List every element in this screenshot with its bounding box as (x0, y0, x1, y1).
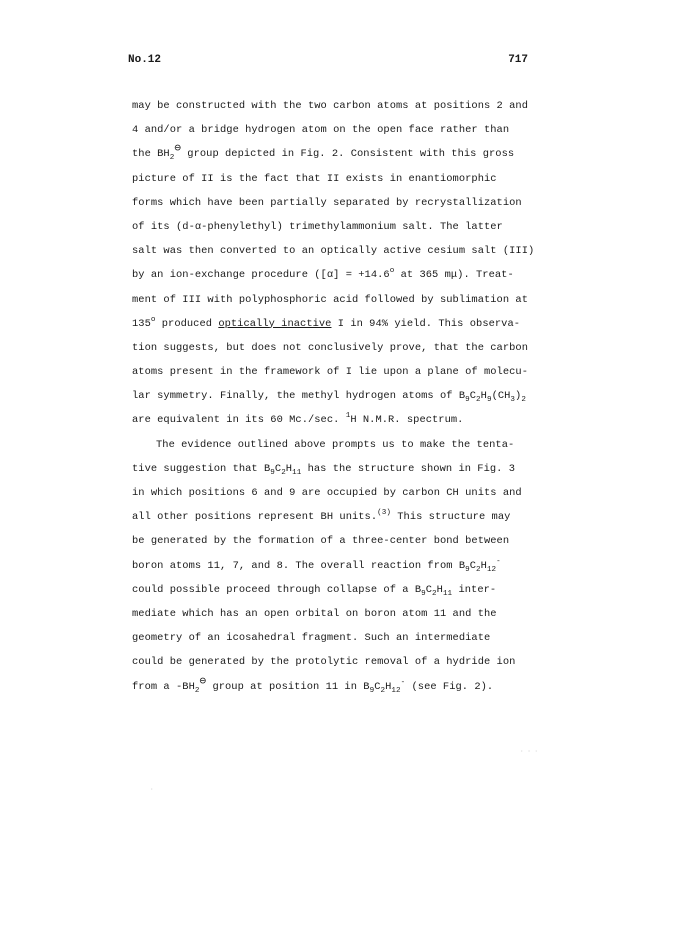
text-line: could possible proceed through collapse of a $B_9C_2H_{11}$ inter- (132, 583, 497, 598)
text-line: mediate which has an open orbital on boron atom 11 and the (132, 607, 497, 620)
page-header (128, 54, 540, 70)
text-line: may be constructed with the two carbon atoms at positions 2 and (132, 100, 528, 112)
text-line: could be generated by the protolytic removal of a hydride ion (132, 656, 516, 669)
text-line: picture of II is the fact that II exists in enantiomorphic (132, 172, 497, 185)
text-line: the $BH_2⊖$ group depicted in Fig. 2. Consistent with this gross (132, 143, 515, 163)
text-line: The evidence outlined above prompts us to make the tenta- (156, 438, 515, 451)
text-line: 135$^o$ produced optically inactive I in 94% yield. This observa- (132, 315, 521, 330)
text-line: geometry of an icosahedral fragment. Such an intermediate (132, 632, 491, 645)
text-line: in which positions 6 and 9 are occupied by carbon CH units and (132, 487, 522, 499)
text-line: lar symmetry. Finally, the methyl hydrogen atoms of $B_9C_2H_9(CH_3)_2$ (132, 390, 526, 405)
page-number: 717 (508, 54, 528, 66)
text-line: boron atoms 11, 7, and 8. The overall reaction from $B_9C_2H_{12}^-$ (132, 557, 501, 574)
text-line: are equivalent in its 60 Mc./sec. $^1$H N.M.R. spectrum. (132, 412, 464, 427)
scan-speck: · (150, 786, 154, 793)
text-line: ment of III with polyphosphoric acid followed by sublimation at (132, 293, 528, 306)
text-line: from a $-BH_2⊖$ group at position 11 in $B_9C_2H_{12}^-$ (see Fig. 2). (132, 675, 494, 695)
text-line: by an ion-exchange procedure ($[\alpha] = +14.6^o$ at 365 mμ). Treat- (132, 267, 514, 282)
scan-speck: · · · (520, 748, 539, 755)
journal-issue: No.12 (128, 54, 162, 66)
text-line: forms which have been partially separated by recrystallization (132, 196, 522, 209)
text-line: of its (d-α-phenylethyl) trimethylammonium salt. The latter (132, 220, 503, 233)
text-line: salt was then converted to an optically active cesium salt (III) (132, 245, 535, 258)
text-line: tion suggests, but does not conclusively prove, that the carbon (132, 341, 528, 354)
body-text (132, 96, 548, 701)
text-line: all other positions represent BH units.$^{(3)}$ This structure may (132, 509, 511, 524)
text-line: be generated by the formation of a three-center bond between (132, 535, 510, 548)
text-line: tive suggestion that $B_9C_2H_{11}$ has the structure shown in Fig. 3 (132, 462, 516, 477)
text-line: 4 and/or a bridge hydrogen atom on the open face rather than (132, 124, 510, 137)
text-line: atoms present in the framework of I lie upon a plane of molecu- (132, 366, 528, 379)
underlined-phrase: optically inactive (218, 317, 332, 330)
